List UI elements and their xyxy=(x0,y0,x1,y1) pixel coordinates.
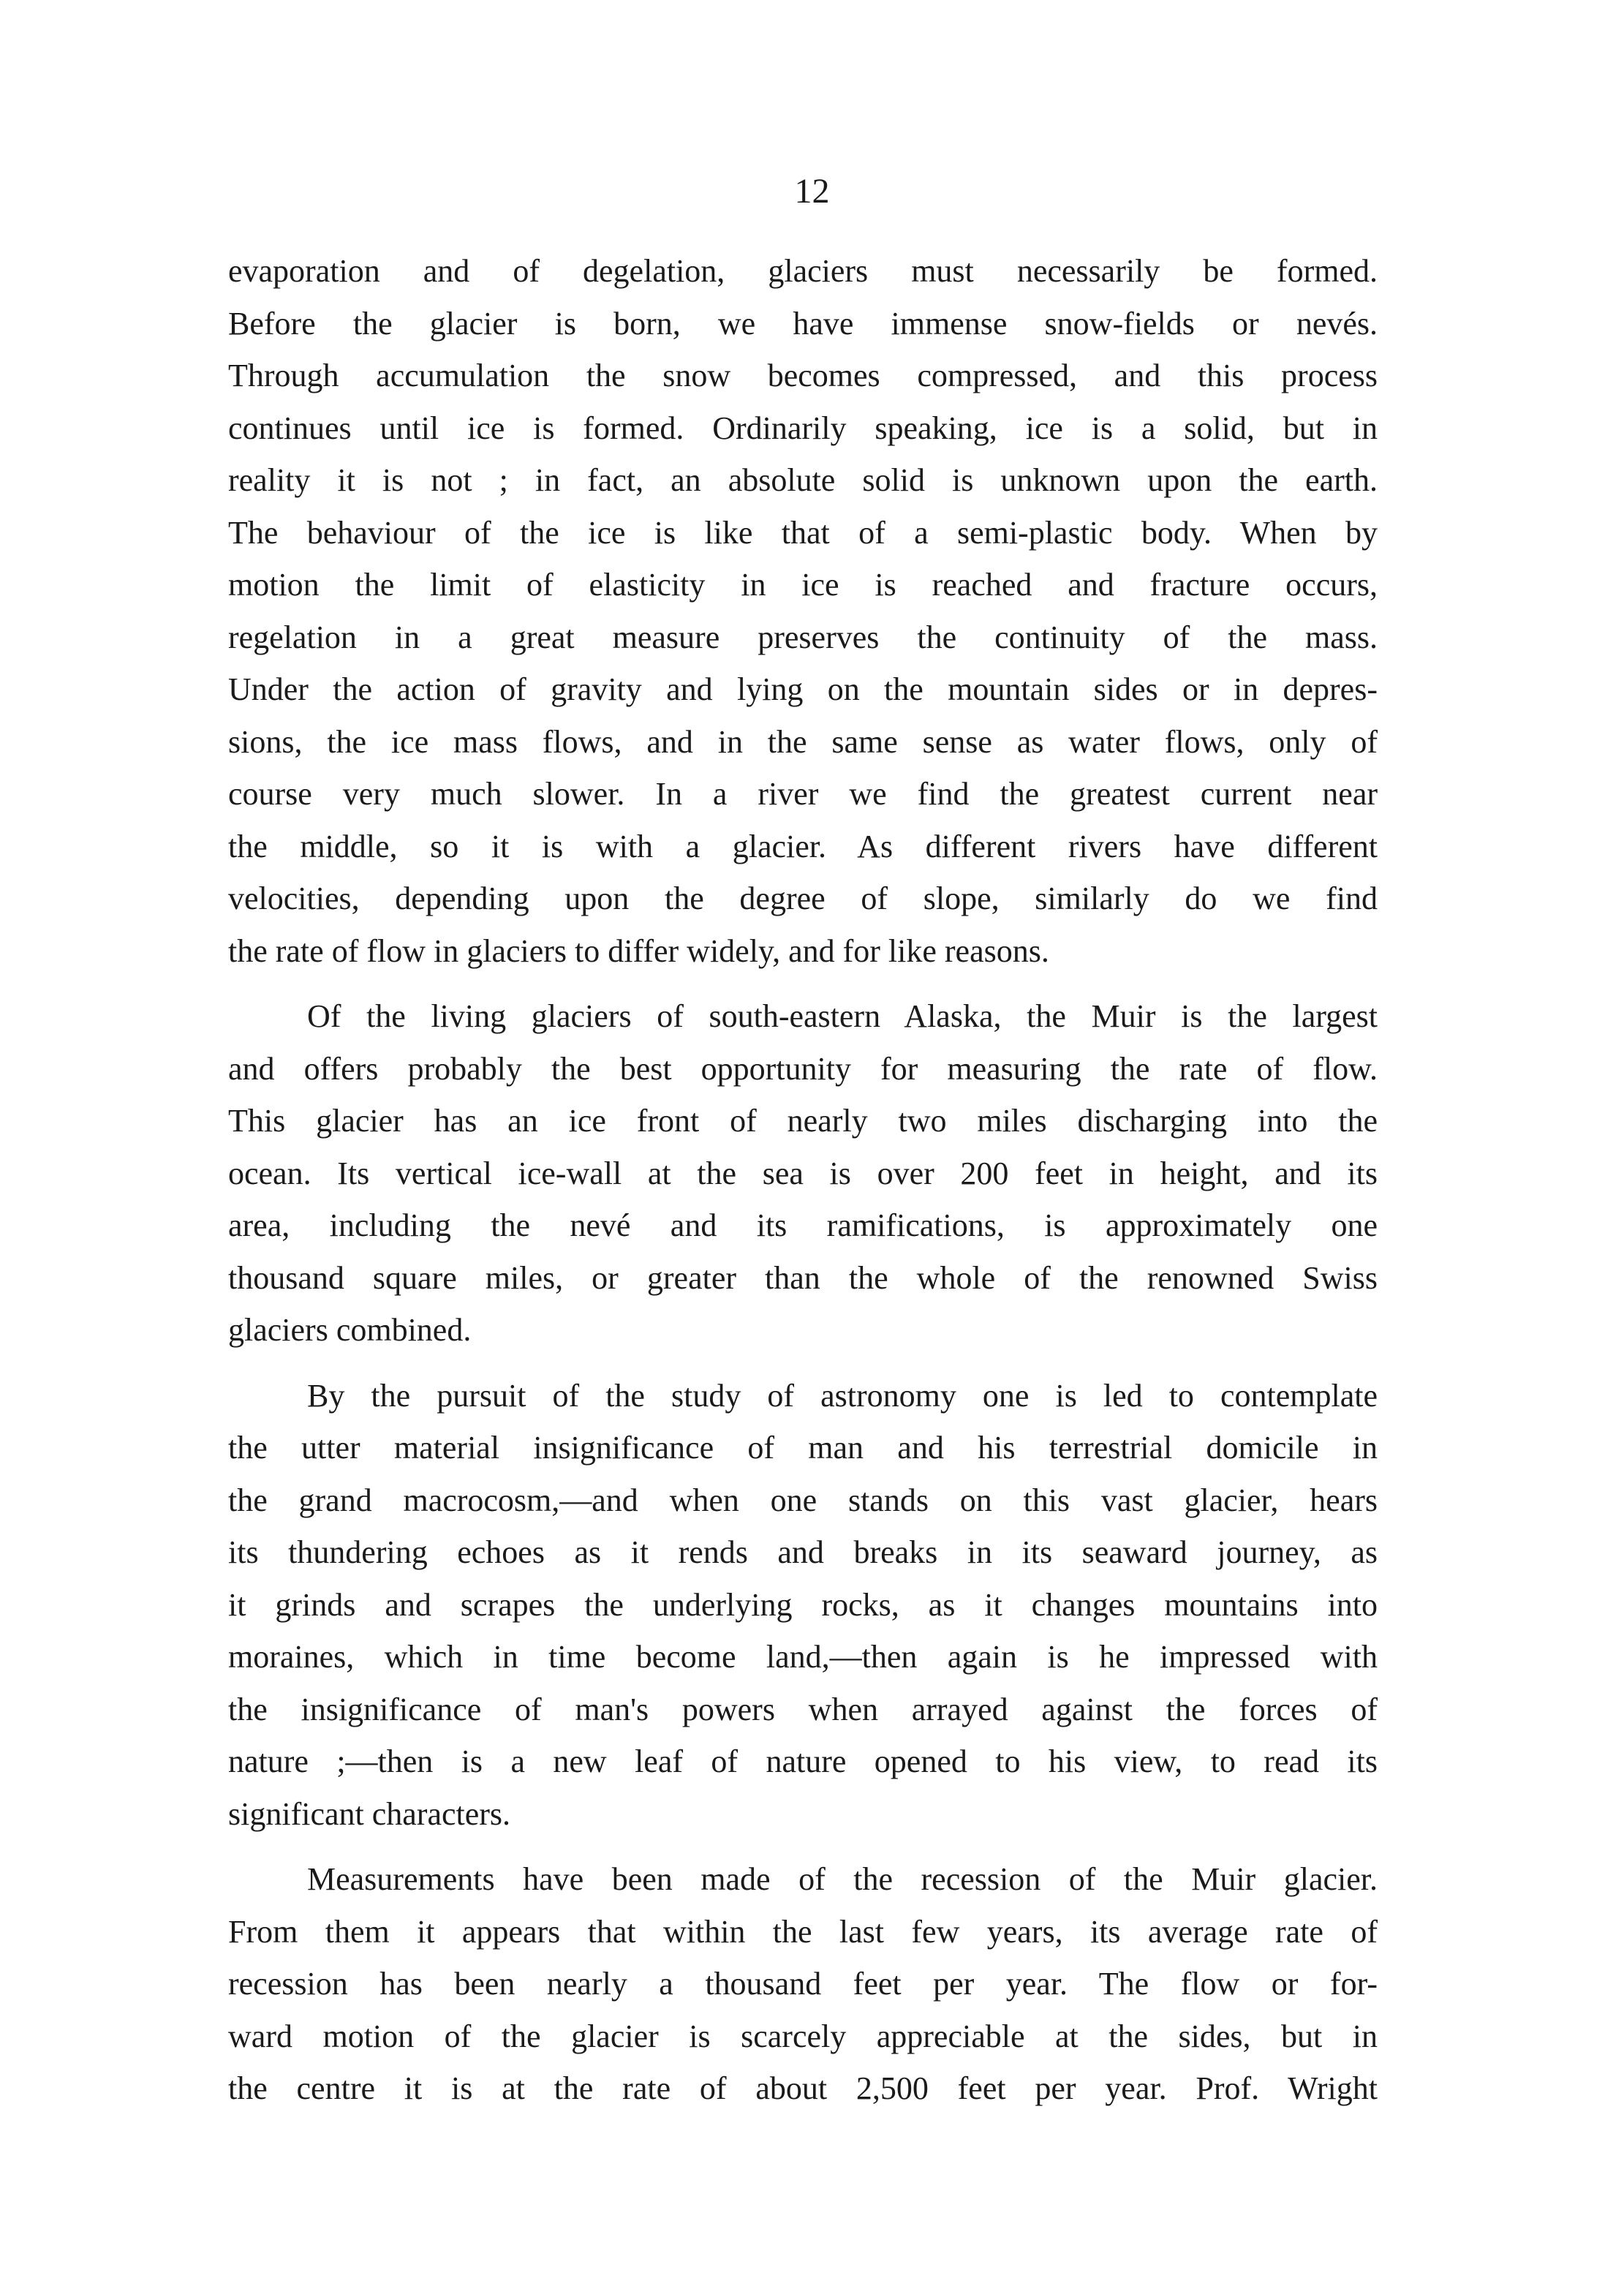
paragraph xyxy=(228,1853,1378,2115)
text-line: This glacier has an ice front of nearly two miles discharging into the xyxy=(228,1103,1378,1139)
page-number: 12 xyxy=(794,172,830,211)
text-line: the centre it is at the rate of about 2,500 feet per year. Prof. Wright xyxy=(228,2070,1378,2106)
text-line: sions, the ice mass flows, and in the same sense as water flows, only of xyxy=(228,723,1378,760)
body-text xyxy=(228,245,1378,2115)
text-line: From them it appears that within the last few years, its average rate of xyxy=(228,1913,1378,1950)
paragraph xyxy=(228,245,1378,977)
text-line: it grinds and scrapes the underlying rocks, as it changes mountains into xyxy=(228,1586,1378,1623)
text-line: the insignificance of man's powers when arrayed against the forces of xyxy=(228,1691,1378,1727)
text-line: the grand macrocosm,—and when one stands on this vast glacier, hears xyxy=(228,1482,1378,1518)
text-line: glaciers combined. xyxy=(228,1312,472,1348)
text-line: velocities, depending upon the degree of slope, similarly do we find xyxy=(228,881,1378,916)
text-line: Of the living glaciers of south-eastern Alaska, the Muir is the largest xyxy=(307,998,1378,1034)
text-line: the middle, so it is with a glacier. As different rivers have different xyxy=(228,828,1378,864)
text-line: continues until ice is formed. Ordinarily speaking, ice is a solid, but in xyxy=(228,410,1378,446)
text-line: its thundering echoes as it rends and breaks in its seaward journey, as xyxy=(228,1534,1378,1570)
paragraph-gap xyxy=(228,1357,1378,1370)
text-line: nature ;—then is a new leaf of nature opened to his view, to read its xyxy=(228,1743,1378,1779)
paragraph-gap xyxy=(228,977,1378,990)
paragraph-gap xyxy=(228,1840,1378,1853)
text-line: Before the glacier is born, we have immense snow-fields or nevés. xyxy=(228,305,1378,342)
text-line: thousand square miles, or greater than the whole of the renowned Swiss xyxy=(228,1259,1378,1296)
text-line: area, including the nevé and its ramifications, is approximately one xyxy=(228,1207,1378,1243)
text-line: reality it is not ; in fact, an absolute solid is unknown upon the earth. xyxy=(228,462,1378,498)
paragraph xyxy=(228,990,1378,1357)
text-line: By the pursuit of the study of astronomy one is led to contemplate xyxy=(307,1377,1378,1414)
text-line: ocean. Its vertical ice-wall at the sea is over 200 feet in height, and its xyxy=(228,1155,1378,1191)
text-line: Measurements have been made of the recession of the Muir glacier. xyxy=(307,1861,1378,1897)
text-line: the rate of flow in glaciers to differ widely, and for like reasons. xyxy=(228,932,1049,969)
text-line: significant characters. xyxy=(228,1795,511,1832)
text-line: regelation in a great measure preserves the continuity of the mass. xyxy=(228,619,1378,655)
text-line: ward motion of the glacier is scarcely appreciable at the sides, but in xyxy=(228,2018,1378,2054)
text-line: recession has been nearly a thousand feet per year. The flow or for- xyxy=(228,1966,1378,2002)
text-line: evaporation and of degelation, glaciers must necessarily be formed. xyxy=(228,253,1378,289)
paragraph xyxy=(228,1370,1378,1841)
text-line: course very much slower. In a river we find the greatest current near xyxy=(228,776,1378,812)
text-line: Through accumulation the snow becomes compressed, and this process xyxy=(228,358,1378,393)
text-line: Under the action of gravity and lying on the mountain sides or in depres- xyxy=(228,671,1378,707)
text-line: moraines, which in time become land,—then again is he impressed with xyxy=(228,1639,1378,1675)
text-line: The behaviour of the ice is like that of a semi-plastic body. When by xyxy=(228,514,1378,551)
text-line: motion the limit of elasticity in ice is reached and fracture occurs, xyxy=(228,567,1378,603)
text-line: the utter material insignificance of man and his terrestrial domicile in xyxy=(228,1430,1378,1466)
text-line: and offers probably the best opportunity for measuring the rate of flow. xyxy=(228,1050,1378,1087)
